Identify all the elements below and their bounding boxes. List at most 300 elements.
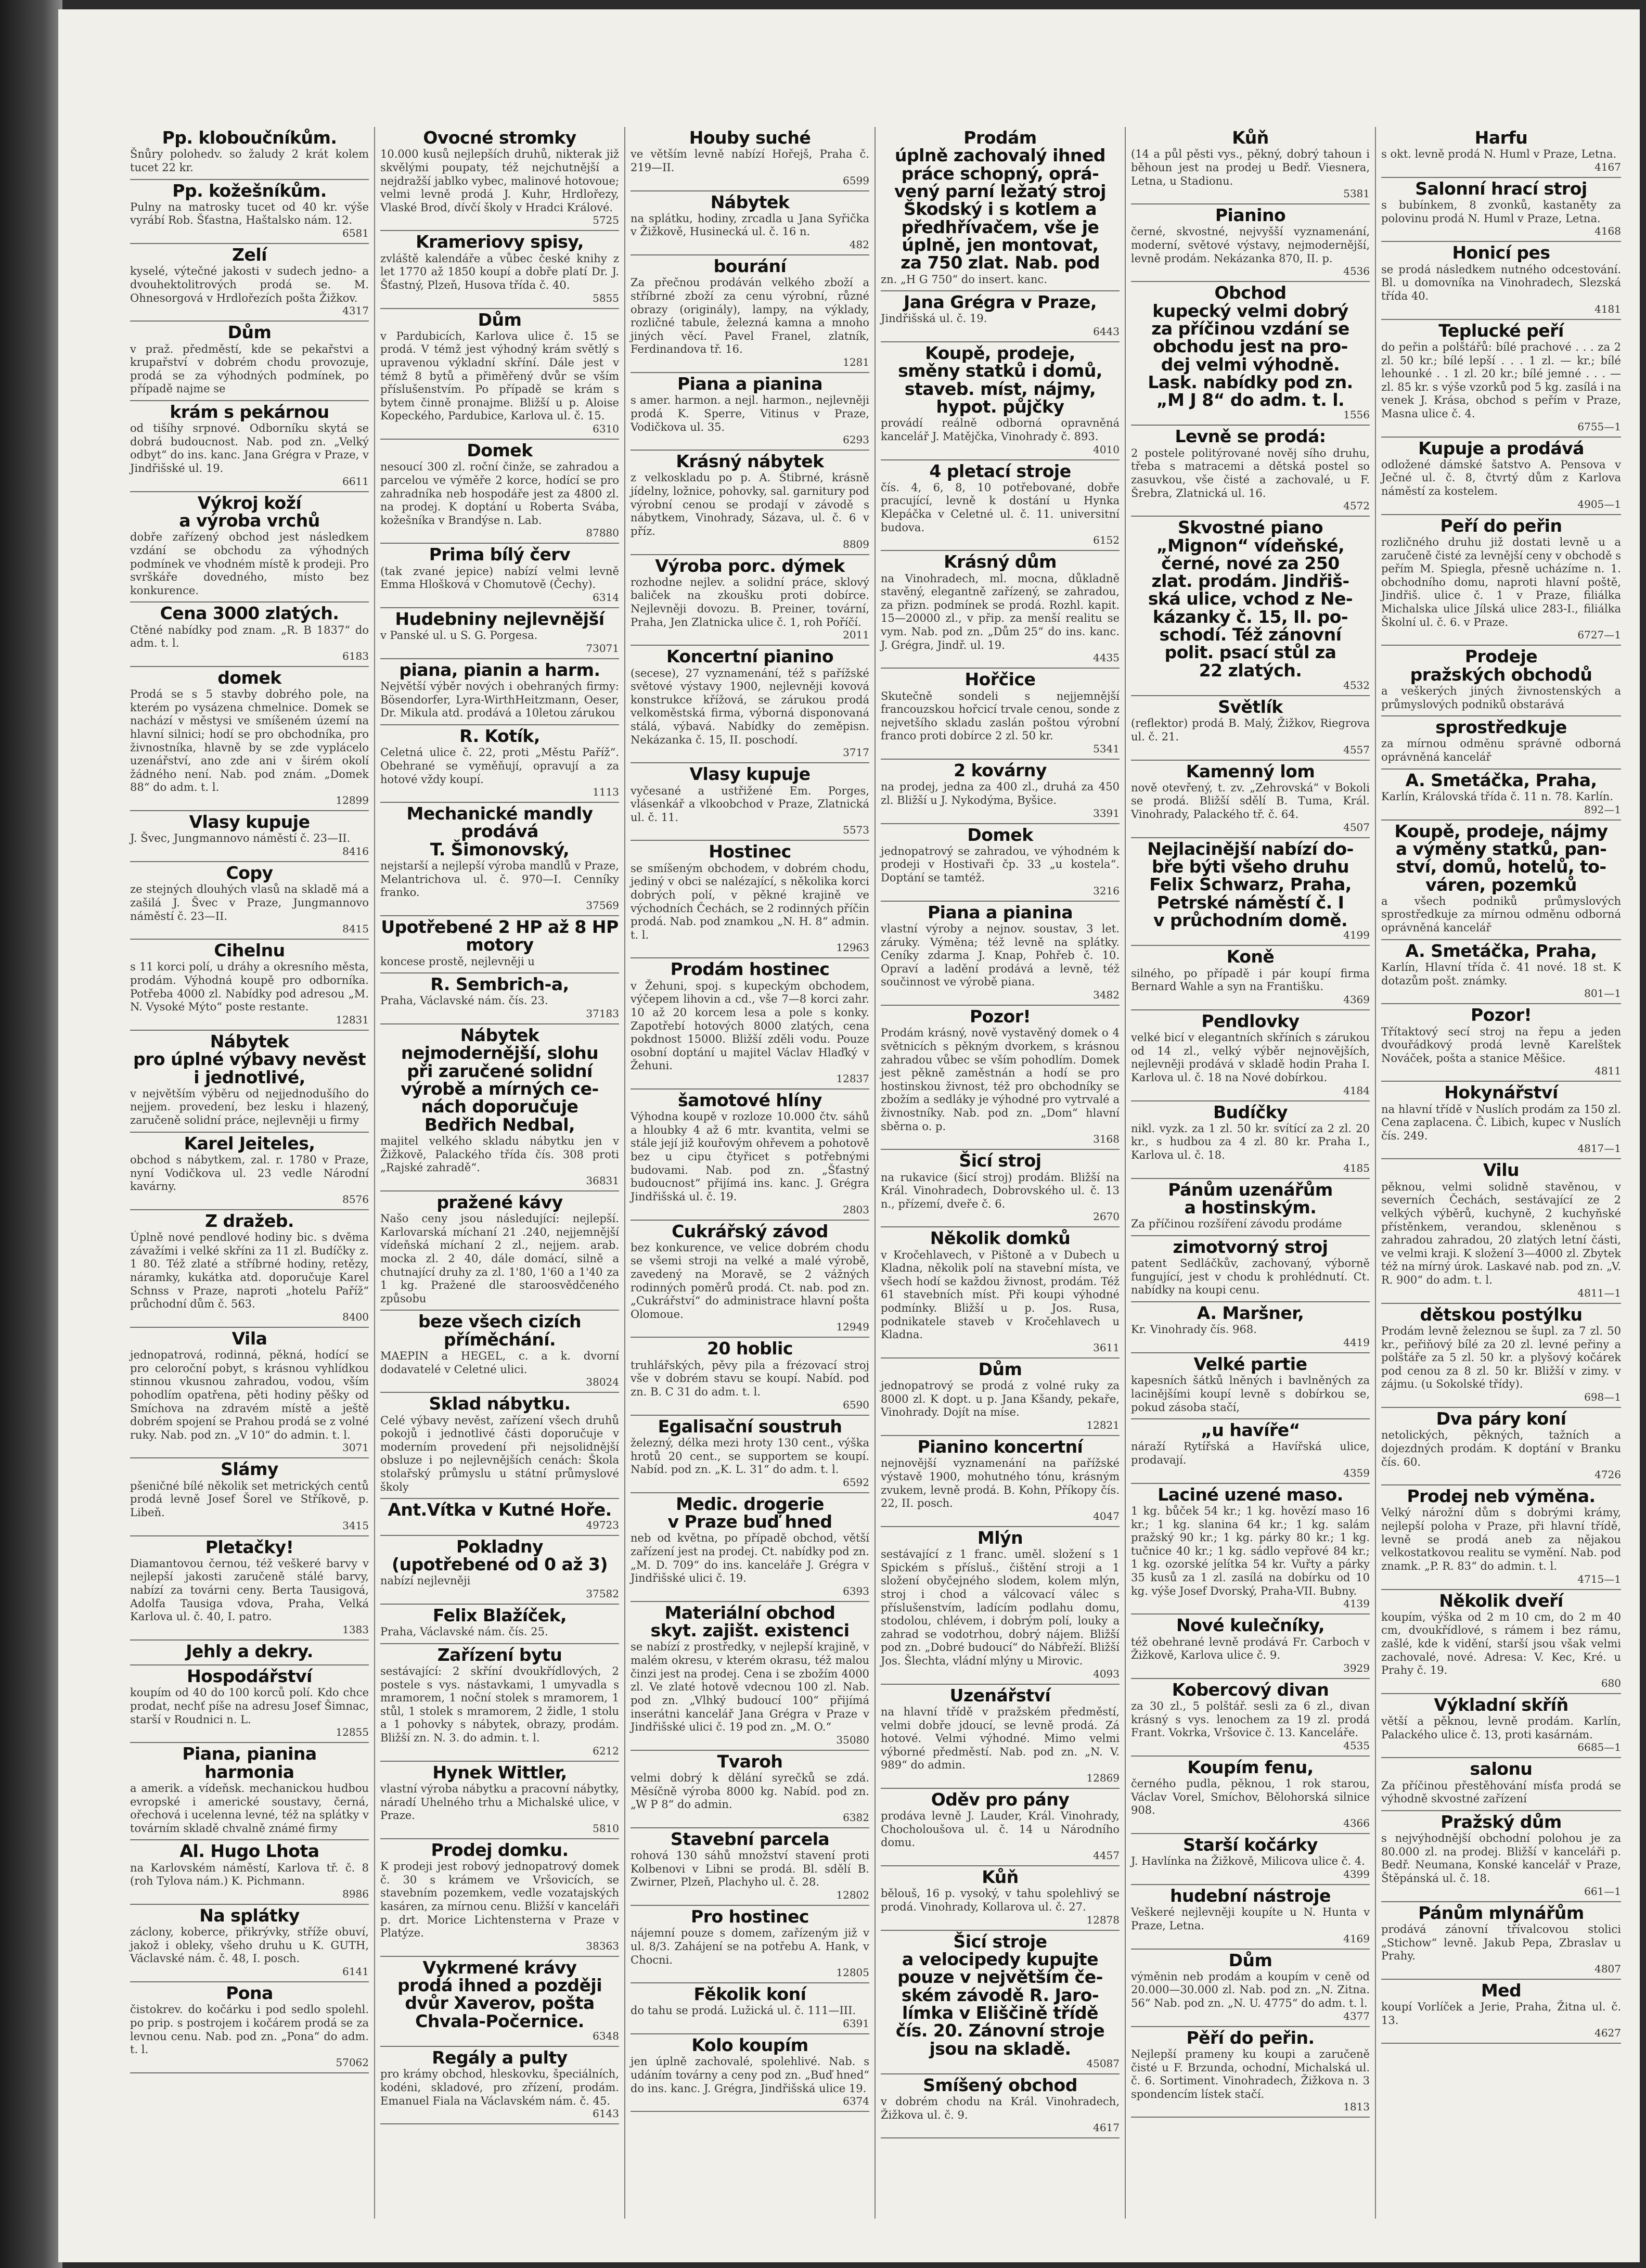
classified-ad <box>1381 127 1621 178</box>
ad-number: 8400 <box>342 1310 369 1323</box>
classified-ad <box>130 492 369 603</box>
classified-ad <box>631 1416 869 1493</box>
ad-number: 892—1 <box>1584 803 1621 816</box>
ad-headline: Regály a pulty <box>432 2047 568 2068</box>
classified-ad <box>1381 940 1621 1005</box>
ad-body: rohová 130 sáhů množství stavení proti Kolbenovi v Libni se prodá. Bl. sdělí B. Zwirner, Plzeň, Plachyho ul. č. 28. <box>631 1849 869 1889</box>
newspaper-page <box>58 9 1640 2262</box>
ad-body: (reflektor) prodá B. Malý, Žižkov, Riegrova ul. č. 21. <box>1131 717 1370 743</box>
ad-number: 2670 <box>1093 1210 1120 1223</box>
ad-headline: Peří do peřin <box>1440 515 1562 536</box>
ad-number: 6685—1 <box>1577 1741 1621 1754</box>
advertisement-columns <box>125 127 1628 2219</box>
ad-body: majitel velkého skladu nábytku jen v Žižkově, Palackého třída čís. 308 proti „Rajské zahradě“. <box>380 1134 619 1174</box>
ad-headline: A. Smetáčka, Praha, <box>1405 940 1597 961</box>
ad-headline: „M J 8“ do adm. t. l. <box>1156 390 1345 411</box>
ad-headline: nejmodernější, slohu <box>401 1043 599 1063</box>
ad-body: se prodá následkem nutného odcestování. Bl. u domovníka na Vinohradech, Slezská třída 40. <box>1381 263 1621 302</box>
ad-body: na hlavní třídě v pražském předměstí, velmi dobře jdoucí, se levně prodá. Zá hotové. Velmi výhodné. Mimo velmi výborné předměstí. Nab. pod zn. „N. V. 989“ do admin. <box>881 1705 1120 1772</box>
ad-headline: A. Maršner, <box>1197 1303 1304 1324</box>
classified-ad <box>1131 2027 1370 2118</box>
ad-body: od tišíhy srpnové. Odborníku skytá se dobrá budoucnost. Nab. pod zn. „Velký odbyt“ do ins. kanc. Jana Grégra v Praze, v Jindřišské ul. 19. <box>130 422 369 475</box>
ad-headline: pouze v největším če- <box>897 1967 1103 1988</box>
classified-ad <box>631 1906 869 1983</box>
ad-body: na splátku, hodiny, zrcadla u Jana Syřička v Žižkově, Husinecká ul. č. 16 n. <box>631 212 869 238</box>
ad-headline: Kůň <box>982 1867 1019 1888</box>
ad-headline: za 750 zlat. Nab. pod <box>901 252 1100 273</box>
classified-ad <box>380 916 619 973</box>
ad-headline: při zaručené solidní <box>407 1060 593 1081</box>
ad-number: 37569 <box>586 899 619 912</box>
ad-number: 4010 <box>1093 443 1120 456</box>
ad-number: 4817—1 <box>1577 1142 1621 1155</box>
classified-ad <box>380 1191 619 1311</box>
classified-ad <box>1131 761 1370 838</box>
ad-number: 12821 <box>1086 1419 1120 1432</box>
ad-number: 12899 <box>336 794 369 807</box>
classified-ad <box>1131 517 1370 696</box>
scan-edge-shadow <box>0 0 62 2268</box>
ad-body: v Panské ul. u S. G. Porgesa. <box>380 629 538 642</box>
classified-ad <box>881 1789 1120 1866</box>
classified-ad <box>130 1031 369 1133</box>
classified-ad <box>1131 1419 1370 1484</box>
ad-headline: sprostředkuje <box>1435 717 1567 738</box>
ad-number: 3415 <box>342 1519 369 1532</box>
ad-headline: Kobercový divan <box>1172 1679 1329 1700</box>
classified-ad <box>130 1536 369 1641</box>
ad-number: 6727—1 <box>1577 629 1621 642</box>
classified-ad <box>631 1338 869 1415</box>
classified-ad <box>881 1866 1120 1931</box>
ad-number: 4169 <box>1343 1932 1370 1945</box>
classified-ad <box>380 2047 619 2124</box>
ad-headline: Krameriovy spisy, <box>416 232 584 252</box>
ad-body: Praha, Václavské nám. čís. 25. <box>380 1625 548 1638</box>
ad-headline: schodí. Též zánovní <box>1159 624 1342 645</box>
ad-body: silného, po případě i pár koupí firma Bernard Wahle a syn na Františku. <box>1131 967 1370 993</box>
ad-headline: práce schopný, oprá- <box>901 163 1099 184</box>
ad-number: 38024 <box>586 1376 619 1389</box>
ad-body: jednopatrový se zahradou, ve výhodném k prodeji v Hostivaři čp. 33 „u kostela“. Doptání se tamtéž. <box>881 844 1120 885</box>
ad-body: nabízí nejlevněji <box>380 1574 471 1587</box>
ad-headline: úplně zachovalý ihned <box>895 145 1105 166</box>
ad-headline: prodává <box>461 821 538 842</box>
classified-ad <box>380 659 619 725</box>
ad-number: 4399 <box>1343 1867 1370 1880</box>
ad-body: a všech podniků průmyslových sprostředkuje za mírnou odměnu odborná oprávněná kancelář <box>1381 894 1621 934</box>
ad-body: neb od května, po případě obchod, větší zařízení jest na prodej. Ct. nabídky pod zn. „M. D. 709“ do ins. kanceláře J. Grégra v Jindřišské ulici č. 19. <box>631 1532 869 1585</box>
ad-headline: Kamenný lom <box>1186 761 1315 781</box>
ad-body: rozhodne nejlev. a solidní práce, sklový baliček na zkoušku proti dobírce. Nejlevněji dovozu. B. Preiner, tovární, Praha, Jen Zlatnicka ulice č. 1, roh Poříčí. <box>631 575 869 629</box>
ad-headline: Pletačky! <box>205 1536 294 1557</box>
classified-ad <box>881 2074 1120 2139</box>
ad-body: černého pudla, pěknou, 1 rok starou, Václav Vorel, Smíchov, Bělohorská silnice 908. <box>1131 1777 1370 1817</box>
ad-headline: skyt. zajišt. existenci <box>650 1620 850 1641</box>
ad-body: K prodeji jest robový jednopatrový domek č. 30 s krámem ve Vršovicích, se stavebním pozemkem, vedle vozatajských kasáren, za mírnou cenu. Bližší v kanceláři p. drt. Morice Lichtensterna v Praze v Platýze. <box>380 1860 619 1940</box>
ad-headline: a výměny statků, pan- <box>1395 838 1607 859</box>
ad-headline: Hospodářství <box>187 1666 312 1687</box>
ad-headline: Slámy <box>221 1459 278 1480</box>
ad-headline: Vykrmené krávy <box>422 1957 577 1978</box>
classified-ad <box>380 1393 619 1499</box>
classified-ad <box>1381 515 1621 646</box>
ad-headline: Koně <box>1226 946 1275 967</box>
classified-ad <box>881 1685 1120 1789</box>
ad-headline: Pánům mlynářům <box>1418 1902 1584 1923</box>
classified-ad <box>1131 426 1370 517</box>
ad-body: sestávající: 2 skříní dvoukřídlových, 2 postele s vys. nástavkami, 1 umyvadla s mramorem, 1 noční stolek s mramorem, 1 stůl, 1 stolek s mramorem, 2 židle, 1 stolu a 1 pohovky s nábytek, obrazy, prodám. Bližší zn. N. 3. do admin. t. l. <box>380 1664 619 1745</box>
classified-ad <box>380 309 619 440</box>
ad-headline: Piana a pianina <box>677 374 823 394</box>
classified-ad <box>130 1665 369 1743</box>
ad-headline: Krásný nábytek <box>676 451 824 472</box>
classified-ad <box>881 1931 1120 2074</box>
classified-ad <box>1381 1408 1621 1485</box>
ad-headline: „Mignon“ vídeňské, <box>1156 535 1345 556</box>
classified-ad <box>881 127 1120 291</box>
ad-body: jen úplně zachovalé, spolehlivé. Nab. s udáním továrny a ceny pod zn. „Buď hned“ do ins. kanc. J. Grégra, Jindřišská ulice 19. <box>631 2055 869 2095</box>
ad-number: 6755—1 <box>1577 420 1621 433</box>
ad-number: 5855 <box>593 291 619 304</box>
ad-number: 8986 <box>342 1887 369 1900</box>
classified-ad <box>380 231 619 309</box>
ad-headline: Koupě, prodeje, nájmy <box>1394 821 1608 841</box>
ad-number: 1281 <box>843 356 869 369</box>
ad-body: rozličného druhu již dostati levně u a zaručeně čisté za levnější ceny v obchodě s peřím M. Spiegla, přesně ucházíme n. 1. obchodního domu, naproti hlavní poště, Jindřiš. ulice č. 1 v Praze, filiálka Michalska ulice Jílská ulice 283-I., filiálka Školní ul. č. 6. v Praze. <box>1381 536 1621 629</box>
ad-number: 3391 <box>1093 806 1120 819</box>
ad-body: Za příčinou přestěhování mísťa prodá se výhodně skvostné zařízení <box>1381 1779 1621 1805</box>
ad-body: s okt. levně prodá N. Huml v Praze, Letna. <box>1381 148 1617 161</box>
classified-ad <box>1131 1679 1370 1757</box>
ad-body: Celetná ulice č. 22, proti „Městu Paříž“. Obehrané se vyměňují, opravují a za hotové vždy koupí. <box>380 746 619 786</box>
classified-ad <box>1131 282 1370 426</box>
ad-body: Nejlepší prameny ku koupi a zaručeně čisté u F. Brzunda, ochodní, Michalská ul. č. 6. Sortiment. Vinohradech, Žižkova n. 3 spondencím lístek stačí. <box>1131 2047 1370 2100</box>
classified-ad <box>130 1641 369 1665</box>
classified-ad <box>1381 1694 1621 1759</box>
ad-headline: Smíšený obchod <box>923 2074 1077 2095</box>
classified-ad <box>130 322 369 401</box>
classified-ad <box>631 763 869 841</box>
classified-ad <box>380 1762 619 1839</box>
ad-headline: Oděv pro pány <box>931 1789 1070 1810</box>
ad-headline: Prodej domku. <box>431 1839 569 1860</box>
column-1 <box>125 127 375 2219</box>
classified-ad <box>1381 1902 1621 1980</box>
ad-headline: Prodej neb výměna. <box>1407 1486 1596 1507</box>
ad-headline: a výroba vrchů <box>179 510 320 531</box>
ad-number: 482 <box>849 238 869 251</box>
ad-number: 4726 <box>1594 1468 1621 1481</box>
ad-body: Za příčinou rozšíření závodu prodáme <box>1131 1218 1342 1231</box>
ad-headline: polit. psací stůl za <box>1164 642 1336 663</box>
ad-headline: Teplucké peří <box>1438 320 1564 341</box>
ad-headline: Pozor! <box>969 1006 1031 1027</box>
ad-headline: Budíčky <box>1213 1101 1288 1122</box>
ad-headline: Nové kulečníky, <box>1176 1615 1325 1636</box>
ad-body: čistokrev. do kočárku i pod sedlo spolehl. po prip. s postrojem i kočárem prodá se za levnou cenu. Nab. pod zn. „Pona“ do adm. t. l. <box>130 2003 369 2056</box>
classified-ad <box>380 127 619 231</box>
ad-headline: kázanky č. 15, II. po- <box>1152 606 1348 627</box>
ad-body: 10.000 kusů nejlepších druhů, nikterak již skvělými poupaty, též nejchutnější a nejdražší jablko vybec, malinové hotovoue; velmi levně prodá J. Kuhr, Hrdlořezy, Vlaské Brod, dívčí školy v Hradci Králové. <box>380 148 619 214</box>
ad-number: 36831 <box>586 1174 619 1187</box>
ad-body: výměnin neb prodám a koupím v ceně od 20.000—30.000 zl. Nab. pod zn. „N. Zitna. 56“ Nab. pod zn. „N. U. 4775“ do adm. t. l. <box>1131 1970 1370 2010</box>
ad-number: 6393 <box>843 1584 869 1597</box>
classified-ad <box>130 940 369 1031</box>
ad-body: Pulny na matrosky tucet od 40 kr. výše vyrábí Rob. Šťastna, Haštalsko nám. 12. <box>130 200 369 227</box>
classified-ad <box>1381 1758 1621 1811</box>
classified-ad <box>1381 1980 1621 2044</box>
ad-headline: Vilu <box>1483 1160 1520 1181</box>
ad-body: na Karlovském náměstí, Karlova tř. č. 8 (roh Tylova nám.) K. Pichmann. <box>130 1861 369 1888</box>
classified-ad <box>881 291 1120 342</box>
ad-number: 661—1 <box>1584 1885 1621 1898</box>
ad-headline: Egalisační soustruh <box>658 1416 842 1437</box>
ad-body: Za přečnou prodáván velkého zboží a stříbrné zboží za cenu výrobní, různé obrazy (originály), lampy, na výklady, rozličné tabule, železná kamna a mnoho jiných věcí. Pavel Franel, zlatník, Ferdinandova tř. 16. <box>631 276 869 356</box>
ad-body: MAEPIN a HEGEL, c. a k. dvorní dodavatelé v Celetné ulici. <box>380 1350 619 1376</box>
ad-headline: Dům <box>227 322 272 343</box>
ad-headline: Domek <box>467 440 533 461</box>
ad-body: bez konkurence, ve velice dobrém chodu se všemi stroji na velké a malé výrobě, zavedený na Moravě, se 2 vážných rodinných poměrů prodá. Ct. nab. pod zn. „Cukrářství“ do administrace hlavní pošta Olomoue. <box>631 1241 869 1321</box>
ad-headline: Výkroj koží <box>197 492 302 513</box>
ad-number: 6599 <box>843 174 869 187</box>
ad-body: Prodám levně železnou se šupl. za 7 zl. 50 kr., peřiňový bílé za 20 zl. levné peřiny a polštáře za 5 zl. 50 kr. a plyšový kočárek pod cenou za 8 zl. 50 kr. Bližší v zimy. v zájmu. (u Sokolské třídy). <box>1381 1324 1621 1391</box>
ad-headline: beze všech cizích příměchání. <box>418 1311 582 1350</box>
ad-headline: ském závodě R. Jaro- <box>901 1984 1099 2005</box>
ad-body: na hlavní třídě v Nuslích prodám za 150 zl. Cena zaplacena. Č. Libich, kupec v Nuslích čís. 249. <box>1381 1103 1621 1142</box>
ad-headline: Nábytek <box>460 1025 539 1046</box>
classified-ad <box>130 1133 369 1210</box>
ad-body: J. Havlínka na Žižkově, Milicova ulice č. 4. <box>1131 1855 1365 1868</box>
ad-headline: Ant.Vítka v Kutné Hoře. <box>388 1500 612 1520</box>
ad-body: záclony, koberce, přikrývky, stříže obuví, jakož i obleky, všeho druhu u K. GUTH, Václavské nám. č. 48, I. posch. <box>130 1926 369 1965</box>
ad-headline: Upotřebené 2 HP až 8 HP motory <box>381 916 619 955</box>
ad-headline: Salonní hrací stroj <box>1415 178 1587 199</box>
ad-body: pěknou, velmi solidně stavěnou, v severních Čechách, sestávající ze 2 velkých výběrů, kuchyně, 2 kuchyňské přístěnkem, verandou, skleněnou s zahradou zahradou, 20 zlatých letní části, ve velmi kraji. K složení 3—4000 zl. Zbytek též na mírný úrok. Laskavé nab. pod zn. „V. R. 900“ do adm. t. l. <box>1381 1180 1621 1287</box>
ad-number: 12831 <box>336 1013 369 1026</box>
ad-headline: Vlasy kupuje <box>189 812 310 832</box>
ad-headline: Pro hostinec <box>691 1906 809 1927</box>
ad-body: též obehrané levně prodává Fr. Carboch v Žižkově, Karlova ulice č. 9. <box>1131 1635 1370 1662</box>
ad-headline: Mechanické mandly <box>406 803 593 824</box>
ad-number: 3168 <box>1093 1133 1120 1146</box>
ad-headline: Bedřich Nedbal, <box>424 1114 575 1135</box>
ad-headline: dvůr Xaverov, pošta <box>405 1993 595 2014</box>
ad-headline: Domek <box>967 824 1033 845</box>
ad-headline: Nábytek <box>710 191 790 212</box>
ad-headline: Několik domků <box>930 1228 1071 1249</box>
ad-body: v Pardubicích, Karlova ulice č. 15 se prodá. V témž jest výhodný krám světlý s upravenou výkladní skříní. Dále jest v témž 8 bytů a přiměřený dvůr se vším příslušenstvím. Po případě se krám s bytem činně pronajme. Bližší u p. Aloise Kopeckého, Pardubice, Karlova ul. č. 15. <box>380 329 619 422</box>
ad-number: 4905—1 <box>1577 497 1621 510</box>
classified-ad <box>380 1499 619 1535</box>
ad-headline: Sklad nábytku. <box>429 1393 571 1414</box>
ad-body: koncese prostě, nejlevněji u <box>380 955 535 968</box>
ad-number: 4617 <box>1093 2121 1120 2134</box>
classified-ad <box>380 973 619 1024</box>
ad-headline: Na splátky <box>199 1905 300 1926</box>
classified-ad <box>631 1602 869 1751</box>
classified-ad <box>1131 1757 1370 1834</box>
ad-body: Jindřišská ul. č. 19. <box>881 312 987 325</box>
ad-headline: Nejlacinější nabízí do- <box>1147 838 1354 859</box>
ad-body: koupím od 40 do 100 korců polí. Kdo chce prodat, nechť píše na adresu Josef Šimnac, starší v Roudnici n. L. <box>130 1686 369 1726</box>
ad-headline: pro úplné výbavy nevěst i jednotlivé, <box>133 1049 366 1087</box>
ad-body: v Kročehlavech, v Pištoně a v Dubech u Kladna, několik polí na stavební místa, ve všech hodí se každou živnost, prodám. Též 61 stavebních míst. Při koupi výhodné podmínky. Bližší u p. Jos. Rusa, podnikatele staveb v Kročehlavech u Kladna. <box>881 1248 1120 1341</box>
ad-headline: Několik dveří <box>1439 1590 1563 1611</box>
ad-body: ze stejných dlouhých vlasů na skladě má a zašilá J. Švec v Praze, Jungmannovo náměstí č. 23—II. <box>130 883 369 922</box>
ad-number: 6152 <box>1093 534 1120 547</box>
ad-body: Kr. Vinohrady čís. 968. <box>1131 1323 1257 1336</box>
classified-ad <box>881 1359 1120 1436</box>
ad-body: (secese), 27 vyznamenání, též s pařížské světové výstavy 1900, nejlevněji kovová konstrukce křížová, se zárukou prodá velkoměstská firma, výborná disponovaná stálá, výbavá. Nabídky do zeměpisn. Nekázanka č. 15, II. poschodí. <box>631 667 869 746</box>
ad-headline: Materiální obchod <box>664 1602 835 1623</box>
ad-number: 8416 <box>342 845 369 858</box>
ad-headline: Lask. nabídky pod zn. <box>1148 371 1353 392</box>
ad-number: 5341 <box>1093 742 1120 755</box>
classified-ad <box>881 1150 1120 1227</box>
ad-headline: Kůň <box>1232 127 1269 148</box>
classified-ad <box>380 1311 619 1393</box>
ad-headline: a hostinským. <box>1184 1197 1317 1218</box>
ad-body: nově otevřený, t. zv. „Zehrovská“ v Bokoli se prodá. Bližší sdělí B. Tuma, Král. Vinohrady, Palackého tř. č. 64. <box>1131 781 1370 821</box>
classified-ad <box>380 440 619 544</box>
ad-body: Velký nárožní dům s dobrými krámy, nejlepší poloha v Praze, při hlavní třídě, levně se prodá aneb za nějakou velkostatkovou realitu se vymění. Nab. pod znamk. „P. R. 83“ do admin. t. l. <box>1381 1506 1621 1572</box>
ad-number: 1556 <box>1343 408 1370 421</box>
ad-number: 4811—1 <box>1577 1286 1621 1299</box>
ad-body: vyčesané a ustřižené Em. Porges, vlásenkář a vlkoobchod v Praze, Zlatnická ul. č. 11. <box>631 784 869 824</box>
ad-headline: Houby suché <box>689 127 811 148</box>
classified-ad <box>631 841 869 958</box>
ad-headline: krám s pekárnou <box>170 401 329 422</box>
ad-number: 4185 <box>1343 1161 1370 1174</box>
ad-headline: T. Šimonovský, <box>430 839 570 860</box>
ad-headline: Nábytek <box>210 1031 289 1052</box>
ad-number: 6348 <box>593 2029 619 2042</box>
ad-headline: hypot. půjčky <box>936 396 1064 417</box>
ad-body: Prodám krásný, nově vystavěný domek o 4 světnicích s pěkným dvorkem, s krásnou zahradou vůbec se vším pohodlím. Domek jest pěkně zaměstnán a hodí se pro hostinskou živnost, též pro obchodníky se zbožím a sedláky je výhodné pro vytrvalé a živnostníky. Nab. pod zn. „Dom“ hlavní sběrna o. p. <box>881 1027 1120 1133</box>
ad-headline: předhřívačem, vše je <box>901 216 1099 237</box>
ad-number: 4811 <box>1594 1065 1621 1078</box>
ad-number: 3071 <box>342 1441 369 1454</box>
ad-body: (14 a půl pěsti vys., pěkný, dobrý tahoun i běhoun jest na prodej u Bedř. Viesnera, Letna, u Stadionu. <box>1131 148 1370 187</box>
ad-headline: Felix Blažíček, <box>432 1605 567 1625</box>
ad-headline: v průchodním domě. <box>1153 909 1347 930</box>
ad-number: 73071 <box>586 642 619 655</box>
ad-body: čís. 4, 6, 8, 10 potřebované, dobře pracující, levně k dostání u Hynka Klepáčka v Celetné ul. č. 11. universitní budova. <box>881 481 1120 534</box>
ad-body: pro krámy obchod, hleskovku, špeciálních, kodéni, skladové, pro zřízení, prodám. Emanuel Fiala na Václavském nám. č. 45. <box>380 2068 619 2107</box>
ad-headline: a velocipedy kupujte <box>902 1949 1099 1969</box>
ad-headline: Hokynářství <box>1444 1082 1558 1103</box>
ad-headline: dětskou postýlku <box>1420 1304 1583 1325</box>
ad-number: 6611 <box>342 475 369 488</box>
classified-ad <box>380 544 619 608</box>
ad-headline: límka v Eliščině třídě <box>902 2002 1099 2023</box>
column-2 <box>375 127 625 2219</box>
ad-headline: Pendlovky <box>1201 1010 1300 1031</box>
ad-headline: Ovocné stromky <box>423 127 576 148</box>
classified-ad <box>1131 204 1370 282</box>
ad-number: 4457 <box>1093 1849 1120 1862</box>
ad-headline: úplně, jen montovat, <box>902 234 1099 255</box>
ad-headline: Pražský dům <box>1441 1811 1562 1832</box>
ad-body: pšeničné bílé několik set metrických centů prodá levně Josef Šorel ve Stříkově, p. Libeň. <box>130 1479 369 1519</box>
classified-ad <box>631 1828 869 1906</box>
classified-ad <box>380 608 619 659</box>
ad-headline: za příčinou vzdání se <box>1151 318 1349 339</box>
classified-ad <box>1131 1179 1370 1236</box>
ad-headline: Copy <box>226 863 273 883</box>
classified-ad <box>1381 1004 1621 1082</box>
classified-ad <box>1381 770 1621 821</box>
ad-number: 12869 <box>1086 1771 1120 1784</box>
ad-number: 4181 <box>1594 302 1621 315</box>
ad-number: 4139 <box>1343 1597 1370 1610</box>
ad-number: 6443 <box>1093 325 1120 338</box>
ad-headline: pražských obchodů <box>1410 664 1592 685</box>
classified-ad <box>881 1006 1120 1150</box>
ad-body: nájemní pouze s domem, zařízeným již v ul. 8/3. Zahájení se na potřebu A. Hank, v Chocni. <box>631 1927 869 1966</box>
ad-body: jednopatrová, rodinná, pěkná, hodící se pro celoroční pobyt, s krásnou vyhlídkou stinnou vkusnou zahradou, vodou, vším pohodlím opatřena, pěti hodiny pěšky od Smíchova na zdravém místě a ještě dobrém spojení se Prahou prodá se z volné ruky. Nab. pod zn. „V 10“ do admin. t. l. <box>130 1349 369 1441</box>
ad-number: 57062 <box>336 2056 369 2069</box>
ad-number: 801—1 <box>1584 987 1621 1000</box>
ad-body: Prodá se s 5 stavby dobrého pole, na kterém po vysázena chmelnice. Domek se nachází v městysi ve smíšeném území na hlavní silnici; hodí se pro obchodníka, pro živnostníka, hlavně by se zde vyplácelo uzenářství, ano zde ani v širém okolí žádného není. Nab. pod znám. „Domek 88“ do adm. t. l. <box>130 688 369 794</box>
ad-body: s 11 korci polí, u dráhy a okresního města, prodám. Výhodná koupě pro odborníka. Potřeba 4000 zl. Nabídky pod adresou „M. N. Vysoké Mýto“ poste restante. <box>130 960 369 1014</box>
classified-ad <box>1131 1010 1370 1101</box>
ad-body: provádí reálně odborná opravněná kancelář J. Matějčka, Vinohrady č. 893. <box>881 417 1120 443</box>
ad-headline: piana, pianin a harm. <box>399 659 600 680</box>
classified-ad <box>631 127 869 191</box>
ad-body: nejstarší a nejlepší výroba mandlů v Praze, Melantrichova ul. č. 970—I. Cenníky franko. <box>380 860 619 899</box>
ad-headline: Světlík <box>1218 697 1283 717</box>
ad-headline: 20 hoblic <box>707 1338 793 1359</box>
ad-headline: Fěkolik koní <box>693 1984 806 2005</box>
ad-headline: Pěří do peřin. <box>1186 2027 1315 2048</box>
ad-body: větší a pěknou, levně prodám. Karlín, Palackého ulice č. 13, proti kasárnám. <box>1381 1715 1621 1741</box>
classified-ad <box>1131 1950 1370 2027</box>
ad-body: zvláště kalendáře a vůbec české knihy z let 1770 až 1850 koupí a dobře platí Dr. J. Šťastný, Plzeň, Husova třída č. 40. <box>380 252 619 291</box>
classified-ad <box>1131 1353 1370 1419</box>
ad-headline: šamotové hlíny <box>678 1090 822 1110</box>
ad-headline: Skvostné piano <box>1177 517 1323 538</box>
ad-number: 6314 <box>593 591 619 604</box>
ad-body: nikl. vyzk. za 1 zl. 50 kr. svítící za 2 zl. 20 kr., s hudbou za 4 zl. 80 kr. Praha I., Karlova ul. č. 18. <box>1131 1122 1370 1162</box>
classified-ad <box>631 1221 869 1338</box>
ad-number: 12802 <box>836 1889 869 1901</box>
ad-body: koupí Vorlíček a Jerie, Praha, Žitna ul. č. 13. <box>1381 2001 1621 2027</box>
classified-ad <box>881 551 1120 669</box>
ad-headline: Prodám hostinec <box>670 959 830 980</box>
ad-body: J. Švec, Jungmannovo náměstí č. 23—II. <box>130 832 351 845</box>
ad-number: 4627 <box>1594 2027 1621 2040</box>
classified-ad <box>881 760 1120 824</box>
ad-headline: Levně se prodá: <box>1175 426 1326 447</box>
ad-body: patent Sedláčkův, zachovaný, výborně fungující, jest v chodu k prohlédnutí. Ct. nabídky na koupi cenu. <box>1131 1257 1370 1297</box>
ad-headline: obchodu jest na pro- <box>1153 336 1348 357</box>
classified-ad <box>631 373 869 451</box>
ad-body: Úplně nové pendlové hodiny bic. s dvěma závažími i velké skříni za 11 zl. Budíčky z. 1 80. Též zlaté a stříbrné hodiny, retězy, náramky, kukátka atd. doporučuje Karel Schnss v Praze, naproti „hotelu Paříž“ průchodní dům č. 563. <box>130 1231 369 1311</box>
classified-ad <box>130 1328 369 1459</box>
ad-headline: Šicí stroj <box>959 1150 1041 1171</box>
ad-headline: Piana, pianina <box>182 1744 317 1764</box>
classified-ad <box>1381 438 1621 515</box>
ad-body: vlastní výroba nábytku a pracovní nábytky, náradí Uhelného trhu a Michalské ulice, v Praze. <box>380 1782 619 1822</box>
classified-ad <box>1381 1159 1621 1303</box>
ad-body: černé, skvostné, nejvyšší vyznamenání, moderní, světové výstavy, nejmodernější, levně prodám. Nekázanka 870, II. p. <box>1131 225 1370 265</box>
classified-ad <box>631 1493 869 1602</box>
ad-number: 3482 <box>1093 989 1120 1001</box>
ad-headline: Hudebniny nejlevnější <box>395 608 605 629</box>
ad-headline: prodá ihned a později <box>397 1975 602 1996</box>
